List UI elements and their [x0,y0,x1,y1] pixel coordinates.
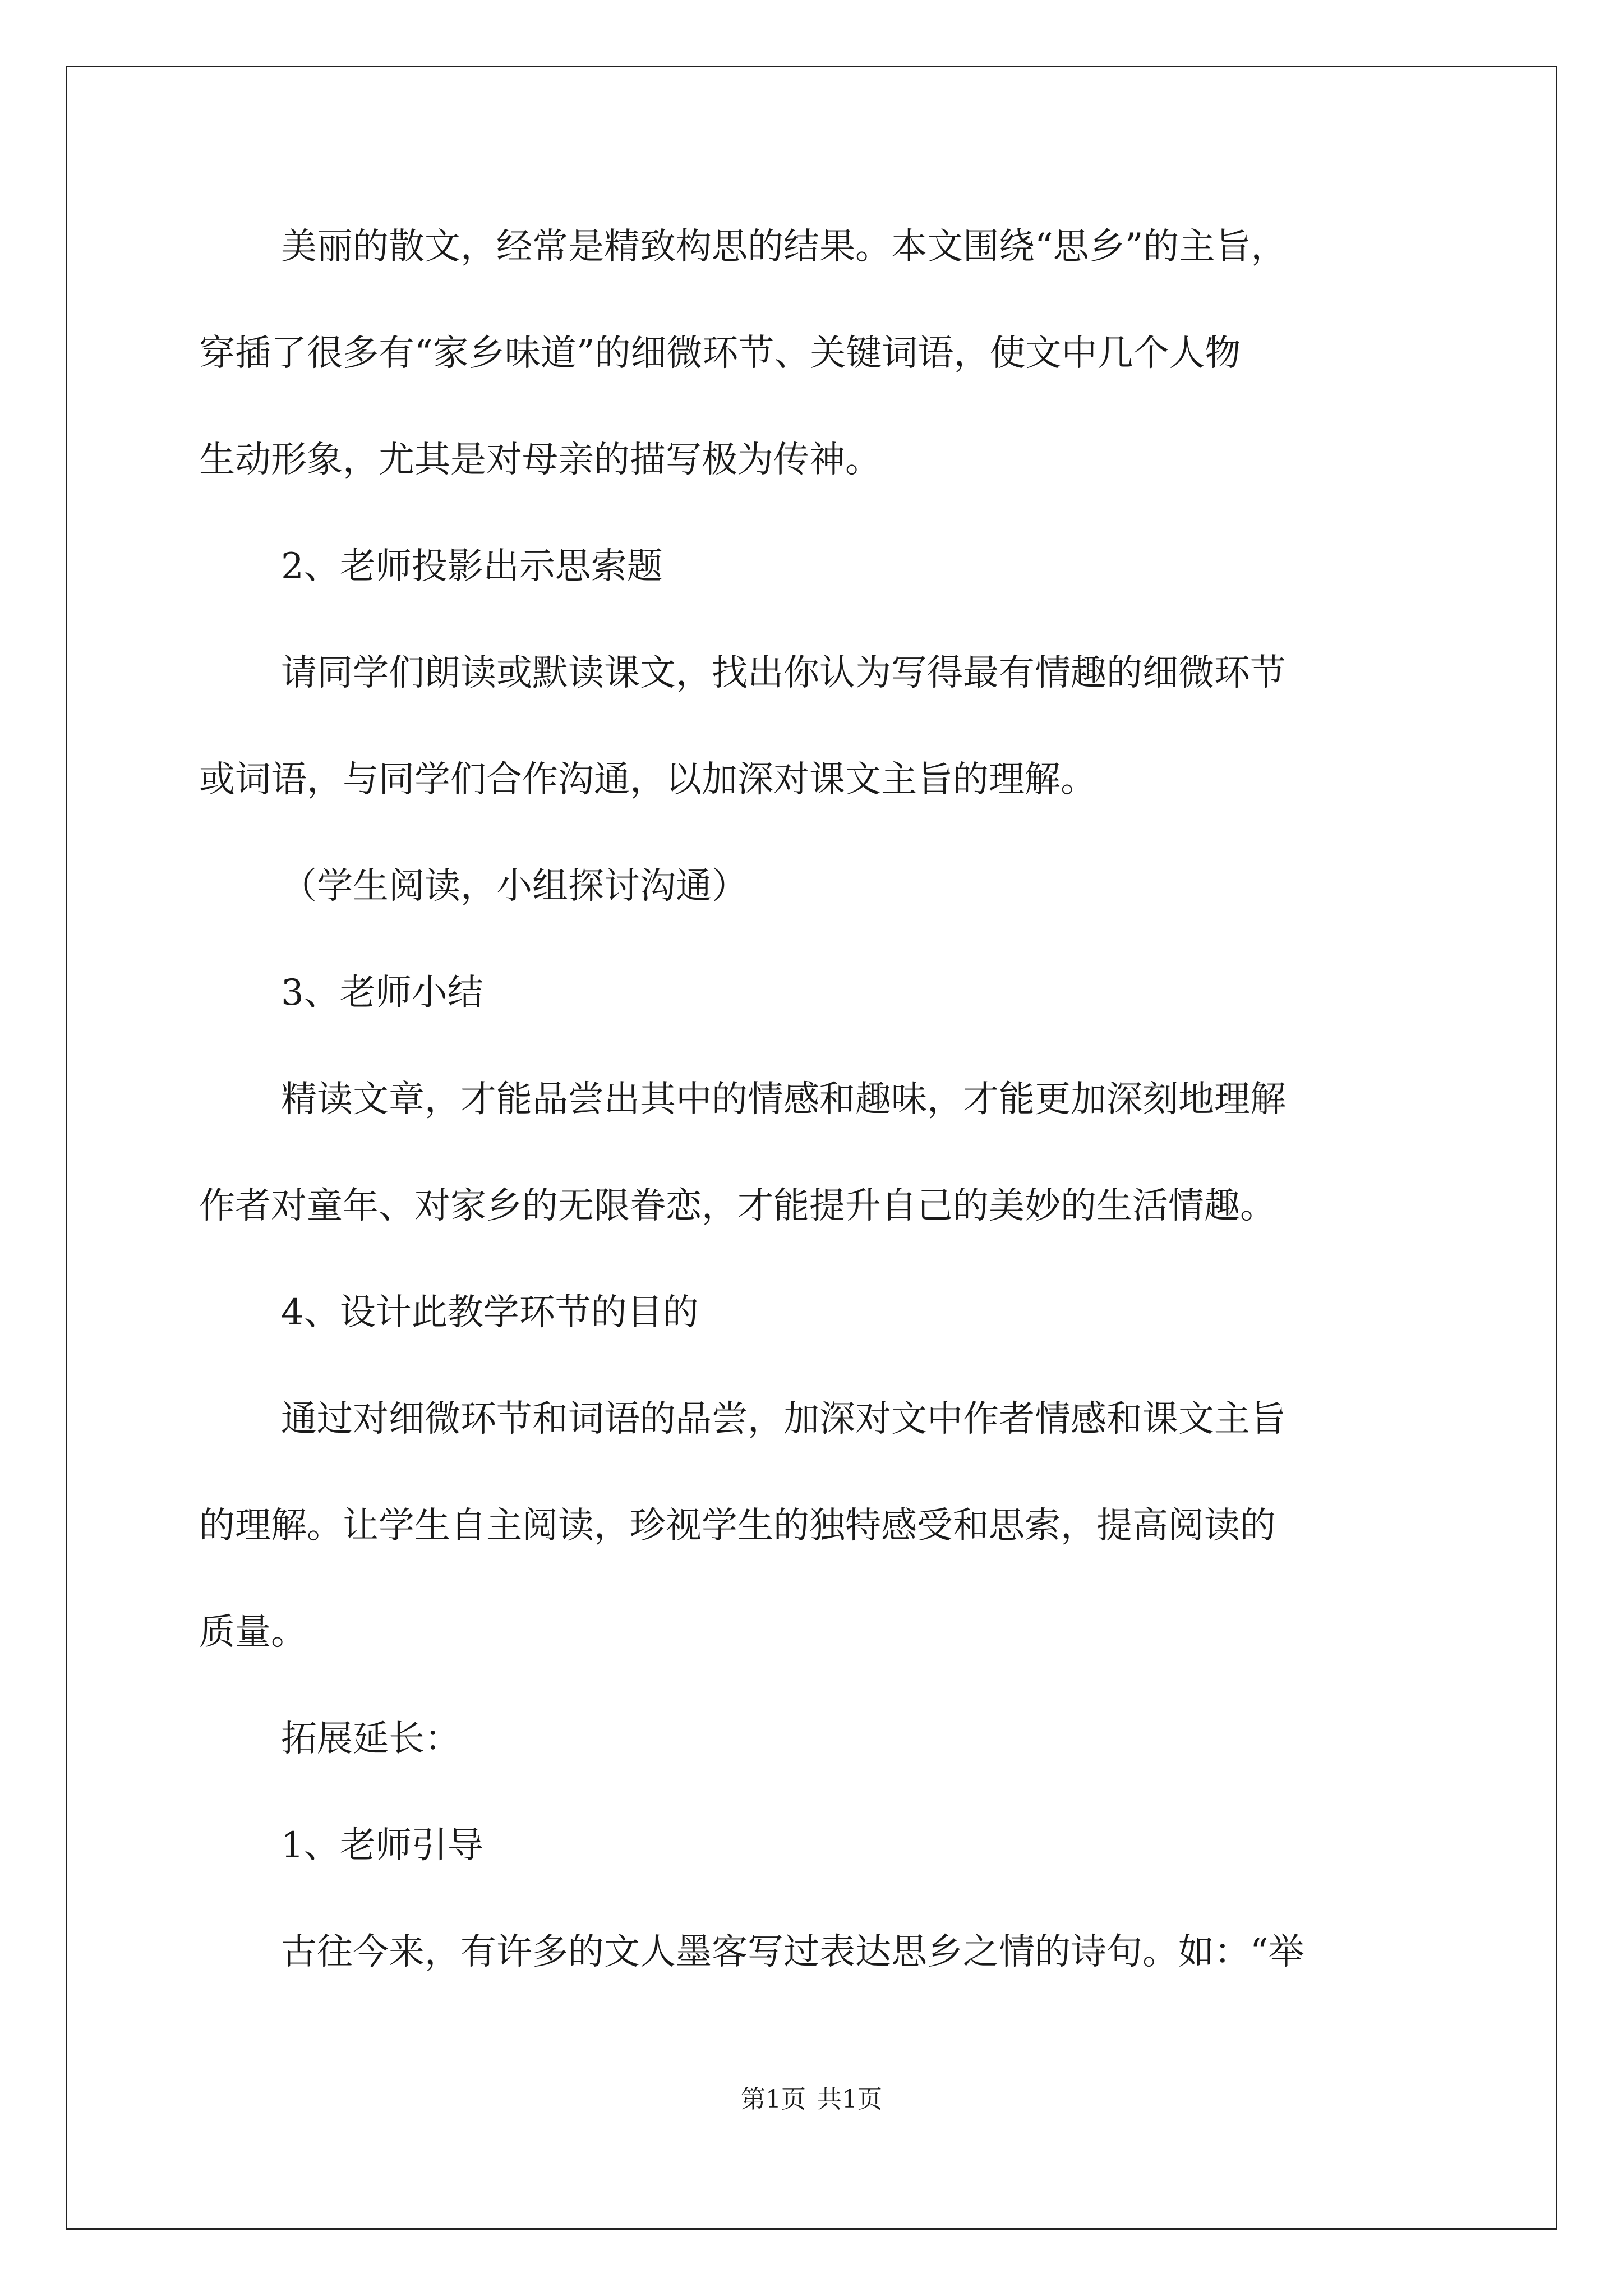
page-number-current: 第1页 [741,2085,806,2114]
paragraph-line: 或词语，与同学们合作沟通，以加深对课文主旨的理解。 [199,759,1096,800]
paragraph-line: 请同学们朗读或默读课文，找出你认为写得最有情趣的细微环节 [281,652,1286,694]
paragraph-line: 古往今来，有许多的文人墨客写过表达思乡之情的诗句。如：“举 [281,1931,1304,1973]
section-heading: 4、设计此教学环节的目的 [281,1292,699,1333]
page-footer [0,2083,1623,2116]
section-heading: 3、老师小结 [281,972,483,1014]
paragraph-line: 穿插了很多有“家乡味道”的细微环节、关键词语，使文中几个人物 [199,333,1241,374]
section-heading: 1、老师引导 [281,1825,483,1866]
paragraph-line: （学生阅读，小组探讨沟通） [281,866,748,907]
paragraph-line: 生动形象，尤其是对母亲的描写极为传神。 [199,439,881,481]
paragraph-line: 通过对细微环节和词语的品尝，加深对文中作者情感和课文主旨 [281,1398,1286,1440]
page-number-total: 共1页 [817,2085,882,2114]
page-border [66,66,1557,2230]
section-heading: 拓展延长： [281,1718,460,1760]
paragraph-line: 作者对童年、对家乡的无限眷恋，才能提升自己的美妙的生活情趣。 [199,1185,1276,1227]
paragraph-line: 精读文章，才能品尝出其中的情感和趣味，才能更加深刻地理解 [281,1079,1286,1120]
paragraph-line: 美丽的散文，经常是精致构思的结果。本文围绕“思乡”的主旨， [281,226,1287,268]
paragraph-line: 的理解。让学生自主阅读，珍视学生的独特感受和思索，提高阅读的 [199,1505,1276,1547]
paragraph-line: 质量。 [199,1612,307,1653]
section-heading: 2、老师投影出示思索题 [281,546,663,587]
